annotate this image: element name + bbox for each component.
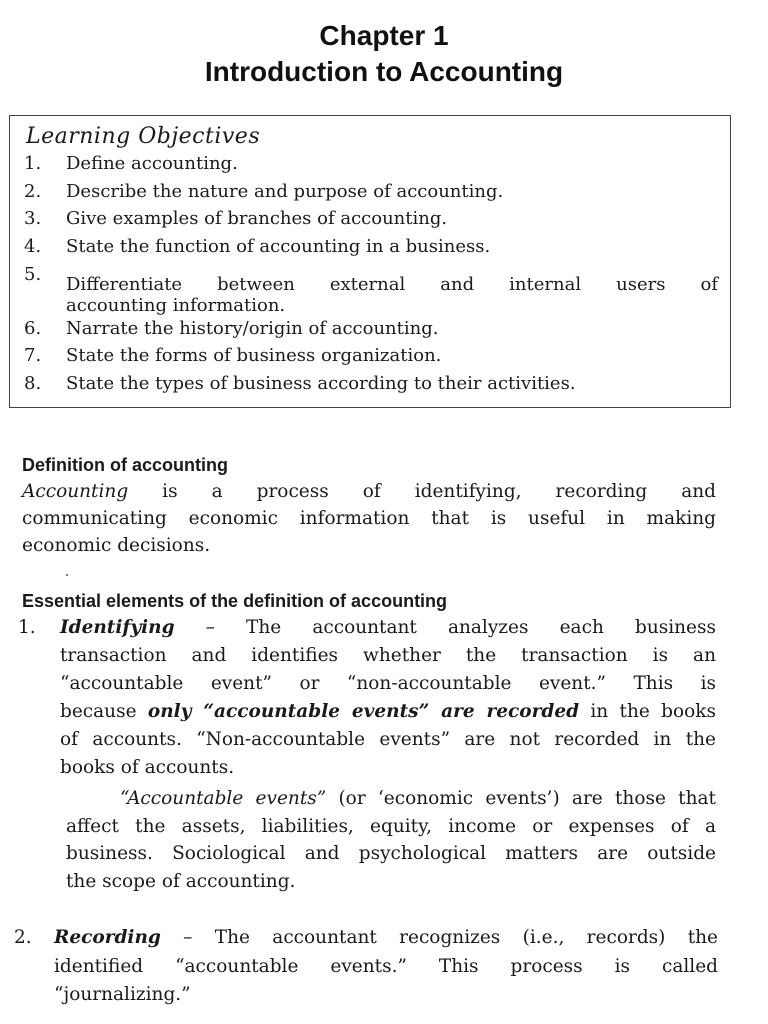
definition-line: communicating economic information that is useful in making	[22, 508, 716, 529]
element-number: 1.	[18, 617, 36, 638]
element-term-recording: Recording	[54, 927, 161, 948]
objective-text: Define accounting.	[66, 153, 238, 174]
objective-text-line: accounting information.	[66, 295, 286, 316]
element-line: affect the assets, liabilities, equity, income or expenses of a	[66, 816, 716, 837]
definition-text: is a process of identifying, recording and	[128, 481, 716, 502]
objective-number: 4.	[24, 236, 42, 257]
chapter-title: Introduction to Accounting	[204, 56, 564, 87]
element-line	[120, 788, 716, 809]
objective-number: 1.	[24, 153, 42, 174]
element-number: 2.	[14, 927, 32, 948]
element-line: identified “accountable events.” This process is called	[54, 956, 718, 977]
objective-number: 8.	[24, 373, 42, 394]
objective-number: 2.	[24, 181, 42, 202]
element-text: – The accountant recognizes (i.e., records) the	[160, 927, 718, 948]
element-line: “journalizing.”	[54, 984, 191, 1005]
objective-text: Narrate the history/origin of accounting.	[66, 318, 439, 339]
element-line	[54, 927, 718, 948]
objective-text: State the function of accounting in a business.	[66, 236, 491, 257]
objective-number: 5.	[24, 264, 42, 285]
element-line: the scope of accounting.	[66, 871, 296, 892]
objective-text-line: Differentiate between external and internal users of	[66, 274, 718, 295]
element-line: transaction and identifies whether the transaction is an	[60, 645, 716, 666]
definition-line: economic decisions.	[22, 535, 211, 556]
chapter-number: Chapter 1	[319, 20, 449, 51]
objective-text: State the forms of business organization.	[66, 345, 442, 366]
element-text: – The accountant analyzes each business	[174, 617, 716, 638]
element-term-accountable-events: “Accountable events”	[120, 788, 327, 809]
learning-objectives-heading: Learning Objectives	[26, 124, 261, 149]
objective-text: Describe the nature and purpose of accounting.	[66, 181, 504, 202]
section-heading-definition: Definition of accounting	[22, 455, 228, 475]
element-term-identifying: Identifying	[60, 617, 175, 638]
element-emphasis: only “accountable events” are recorded	[147, 701, 580, 722]
objective-number: 3.	[24, 208, 42, 229]
element-line	[60, 701, 716, 722]
element-line: business. Sociological and psychological matters are outside	[66, 843, 716, 864]
objective-number: 7.	[24, 345, 42, 366]
speck-mark	[66, 574, 68, 576]
objective-text: Give examples of branches of accounting.	[66, 208, 448, 229]
objective-text: State the types of business according to their activities.	[66, 373, 576, 394]
element-line: “accountable event” or “non-accountable event.” This is	[60, 673, 716, 694]
definition-term: Accounting	[22, 481, 129, 502]
element-text: in the books	[579, 701, 716, 722]
element-text: (or ‘economic events’) are those that	[326, 788, 716, 809]
element-line	[60, 617, 716, 638]
element-line: of accounts. “Non-accountable events” are not recorded in the	[60, 729, 716, 750]
definition-line	[22, 481, 716, 502]
objective-number: 6.	[24, 318, 42, 339]
element-text: because	[60, 701, 148, 722]
section-heading-elements: Essential elements of the definition of accounting	[22, 591, 448, 611]
element-line: books of accounts.	[60, 757, 235, 778]
